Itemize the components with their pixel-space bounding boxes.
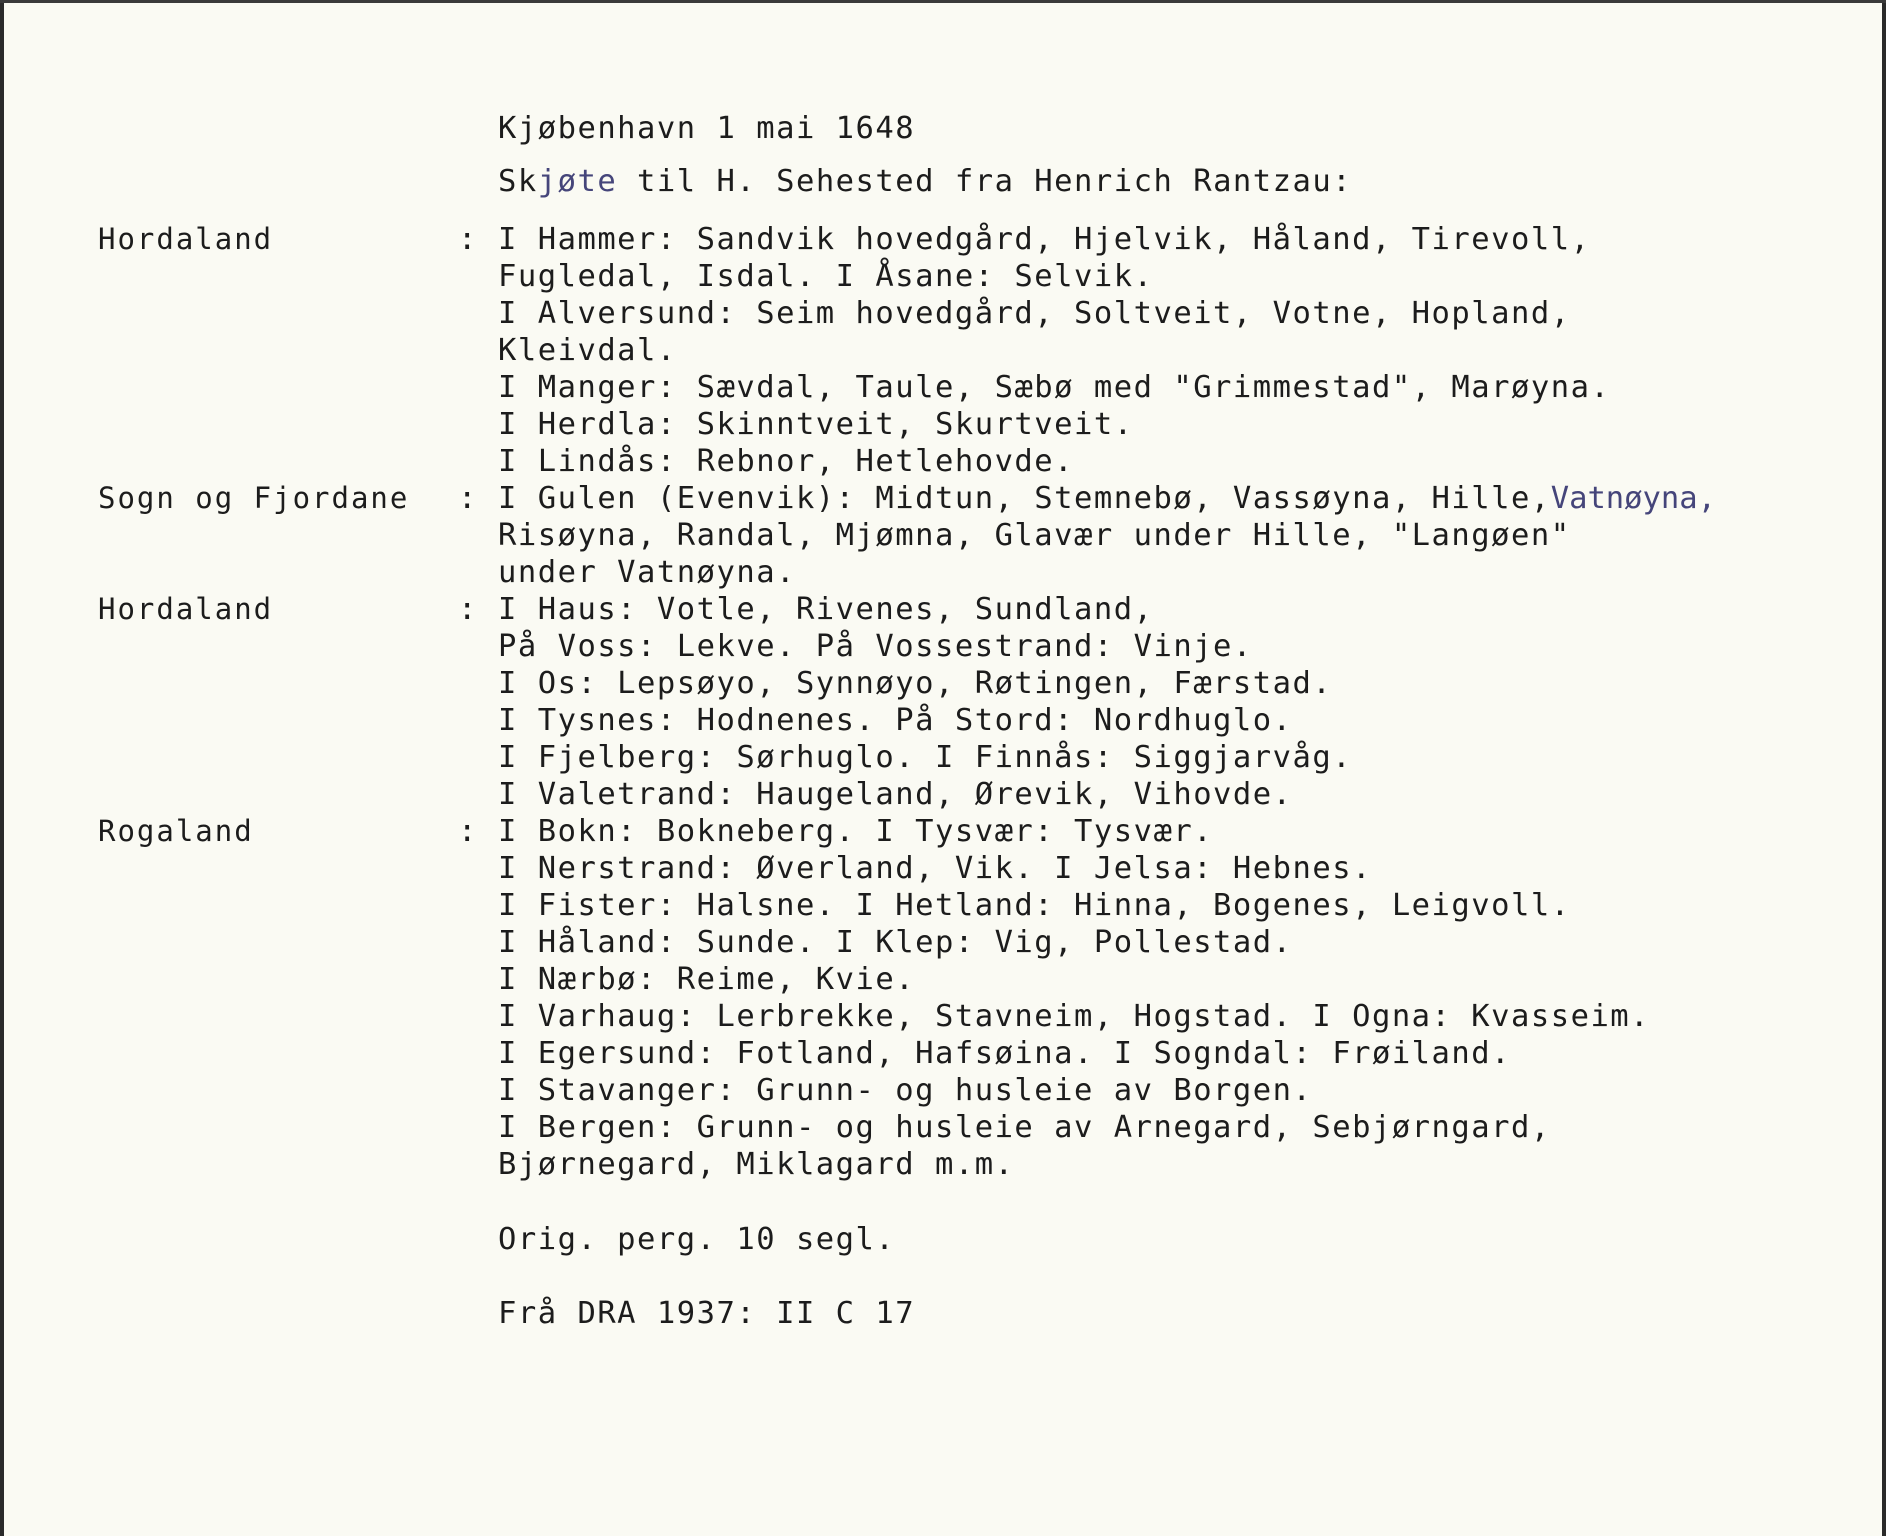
entry-line: I Fister: Halsne. I Hetland: Hinna, Bogenes, Leigvoll. <box>498 888 1571 923</box>
title-rest: til H. Sehested fra Henrich Rantzau: <box>617 164 1353 199</box>
entry-line: I Lindås: Rebnor, Hetlehovde. <box>498 444 1075 479</box>
title-prefix: Sk <box>498 164 538 199</box>
entry-line: under Vatnøyna. <box>498 555 796 590</box>
entry-line: I Håland: Sunde. I Klep: Vig, Pollestad. <box>498 925 1293 960</box>
entry-line: I Fjelberg: Sørhuglo. I Finnås: Siggjarvåg. <box>498 740 1353 775</box>
card-right-edge <box>1882 0 1886 1536</box>
entry-line: I Bokn: Bokneberg. I Tysvær: Tysvær. <box>498 814 1214 849</box>
card-top-edge <box>0 0 1886 3</box>
entry-line: Bjørnegard, Miklagard m.m. <box>498 1147 1015 1182</box>
region-label-hordaland-1: Hordaland <box>98 222 274 256</box>
entry-line: I Valetrand: Haugeland, Ørevik, Vihovde. <box>498 777 1293 812</box>
region-label-hordaland-2: Hordaland <box>98 592 274 626</box>
entry-line-text: I Gulen (Evenvik): Midtun, Stemnebø, Vassøyna, Hille, <box>498 481 1551 516</box>
region-label-rogaland: Rogaland <box>98 814 254 848</box>
region-colon: : <box>458 814 478 849</box>
entry-line: På Voss: Lekve. På Vossestrand: Vinje. <box>498 629 1253 664</box>
entry-line <box>498 480 1716 517</box>
entry-line: I Tysnes: Hodnenes. På Stord: Nordhuglo. <box>498 703 1293 738</box>
entry-line: Risøyna, Randal, Mjømna, Glavær under Hille, "Langøen" <box>498 518 1571 553</box>
region-colon: : <box>458 592 478 627</box>
region-label-sogn-og-fjordane: Sogn og Fjordane <box>98 481 410 515</box>
entry-line: I Alversund: Seim hovedgård, Soltveit, Votne, Hopland, <box>498 296 1571 331</box>
region-colon: : <box>458 222 478 257</box>
entry-line: I Manger: Sævdal, Taule, Sæbø med "Grimmestad", Marøyna. <box>498 370 1611 405</box>
place-date-line: Kjøbenhavn 1 mai 1648 <box>498 111 916 146</box>
card-left-edge <box>0 0 4 1536</box>
entry-line: I Haus: Votle, Rivenes, Sundland, <box>498 592 1154 627</box>
source-note: Frå DRA 1937: II C 17 <box>498 1296 916 1331</box>
entry-line: I Egersund: Fotland, Hafsøina. I Sogndal: Frøiland. <box>498 1036 1511 1071</box>
original-note: Orig. perg. 10 segl. <box>498 1222 896 1257</box>
entry-line: Kleivdal. <box>498 333 677 368</box>
entry-line: I Nerstrand: Øverland, Vik. I Jelsa: Hebnes. <box>498 851 1372 886</box>
entry-line: Fugledal, Isdal. I Åsane: Selvik. <box>498 259 1154 294</box>
entry-line: I Stavanger: Grunn- og husleie av Borgen. <box>498 1073 1313 1108</box>
entry-line: I Varhaug: Lerbrekke, Stavneim, Hogstad. I Ogna: Kvasseim. <box>498 999 1651 1034</box>
entry-line: I Hammer: Sandvik hovedgård, Hjelvik, Håland, Tirevoll, <box>498 222 1591 257</box>
handwritten-addition: Vatnøyna, <box>1550 481 1716 516</box>
region-colon: : <box>458 481 478 516</box>
entry-line: I Herdla: Skinntveit, Skurtveit. <box>498 407 1134 442</box>
entry-line: I Os: Lepsøyo, Synnøyo, Røtingen, Færstad. <box>498 666 1333 701</box>
entry-line: I Bergen: Grunn- og husleie av Arnegard, Sebjørngard, <box>498 1110 1551 1145</box>
entry-line: I Nærbø: Reime, Kvie. <box>498 962 916 997</box>
title-line <box>498 163 1352 200</box>
title-handwritten-correction: jøte <box>537 164 618 199</box>
